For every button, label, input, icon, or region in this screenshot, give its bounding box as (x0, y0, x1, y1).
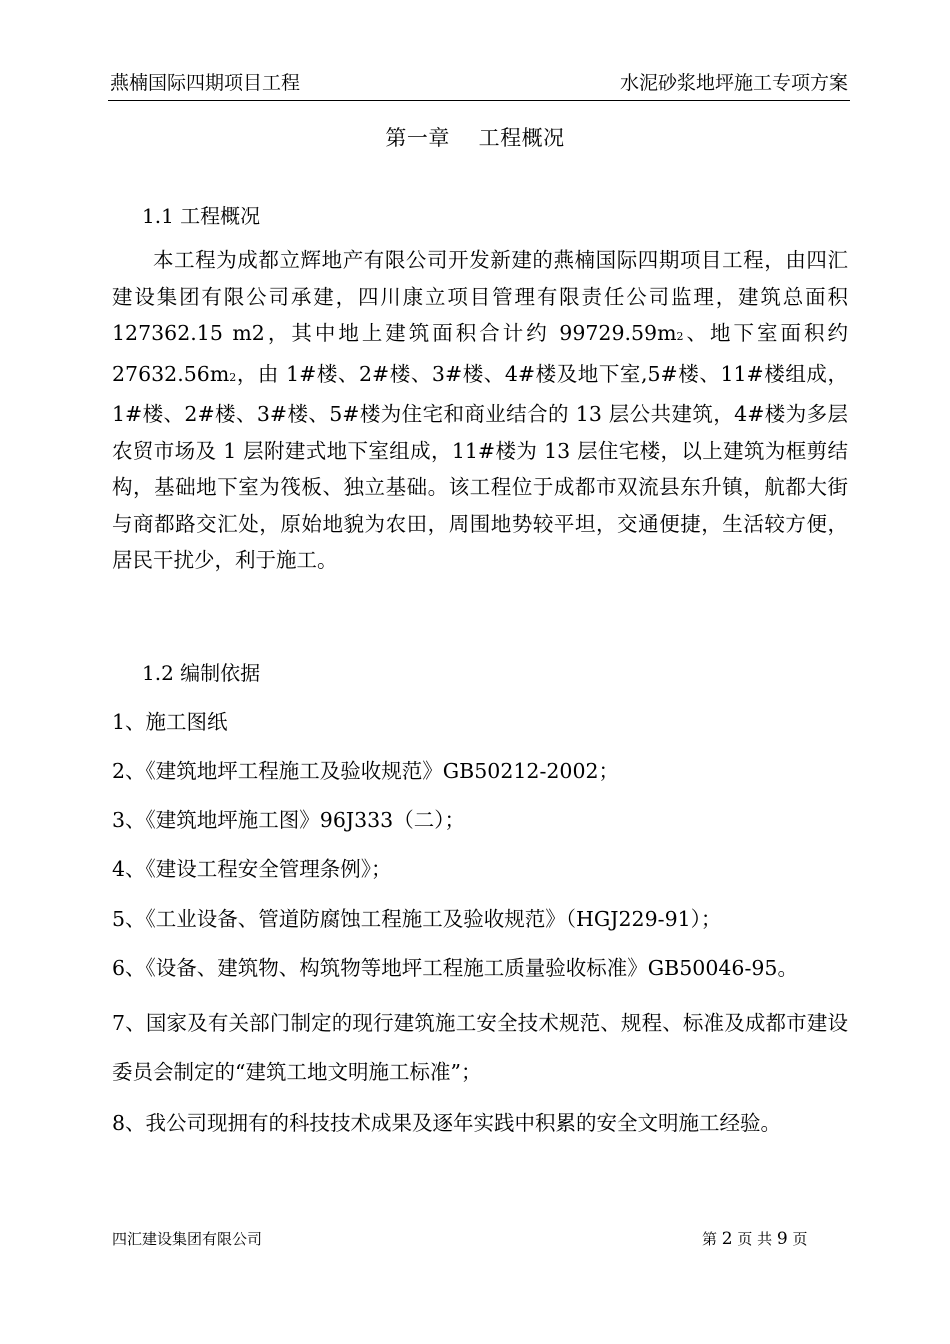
header-project-name: 燕楠国际四期项目工程 (110, 72, 301, 94)
section-heading-1-1: 1.1 工程概况 (142, 204, 261, 228)
list-item: 3、《建筑地坪施工图》96J333（二）； (112, 808, 465, 832)
header-document-title: 水泥砂浆地坪施工专项方案 (619, 72, 848, 94)
footer-page-count (702, 1228, 808, 1249)
list-item: 7、国家及有关部门制定的现行建筑施工安全技术规范、规程、标准及成都市建设委员会制定的“建筑工地文明施工标准”； (112, 1011, 848, 1084)
page-number: 2 (721, 1229, 733, 1249)
page-suffix: 页 (787, 1230, 808, 1248)
project-overview-paragraph (112, 242, 848, 579)
page-prefix: 第 (702, 1230, 722, 1248)
list-item: 2、《建筑地坪工程施工及验收规范》GB50212-2002； (112, 759, 620, 783)
section-heading-1-2: 1.2 编制依据 (142, 661, 261, 685)
chapter-title: 第一章 工程概况 (385, 126, 565, 150)
list-item: 1、施工图纸 (112, 710, 228, 734)
list-item: 8、我公司现拥有的科技技术成果及逐年实践中积累的安全文明施工经验。 (112, 1111, 782, 1135)
page-middle: 页 共 (732, 1230, 777, 1248)
list-item: 6、《设备、建筑物、构筑物等地坪工程施工质量验收标准》GB50046-95。 (112, 956, 798, 980)
list-item: 4、《建设工程安全管理条例》； (112, 857, 392, 881)
paragraph-text-part1: 本工程为成都立辉地产有限公司开发新建的燕楠国际四期项目工程，由四汇建设集团有限公司承建，四川康立项目管理有限责任公司监理，建筑总面积 127362.15 m2，其中地上建筑面积合计约 99729.59m (112, 248, 848, 345)
page-total: 9 (776, 1229, 788, 1249)
page-header (110, 68, 848, 94)
header-divider (108, 100, 850, 101)
superscript-2: 2 (676, 330, 684, 343)
superscript-2: 2 (229, 370, 237, 384)
footer-company: 四汇建设集团有限公司 (112, 1230, 263, 1248)
paragraph-text-part3: ，由 1#楼、2#楼、3#楼、4#楼及地下室,5#楼、11#楼组成，1#楼、2#楼、3#楼、5#楼为住宅和商业结合的 13 层公共建筑，4#楼为多层农贸市场及 1 层附建式地下室组成，11#楼为 13 层住宅楼，以上建筑为框剪结构，基础地下室为筏板、独立基础。该工程位于成都市双流县东升镇，航都大街与商都路交汇处，原始地貌为农田，周围地势较平坦，交通便捷，生活较方便，居民干扰少，利于施工。 (112, 361, 848, 572)
list-item: 5、《工业设备、管道防腐蚀工程施工及验收规范》（HGJ229-91）； (112, 907, 722, 931)
paragraph-text-part2: 、地下室面积约27632.56m (112, 321, 848, 386)
